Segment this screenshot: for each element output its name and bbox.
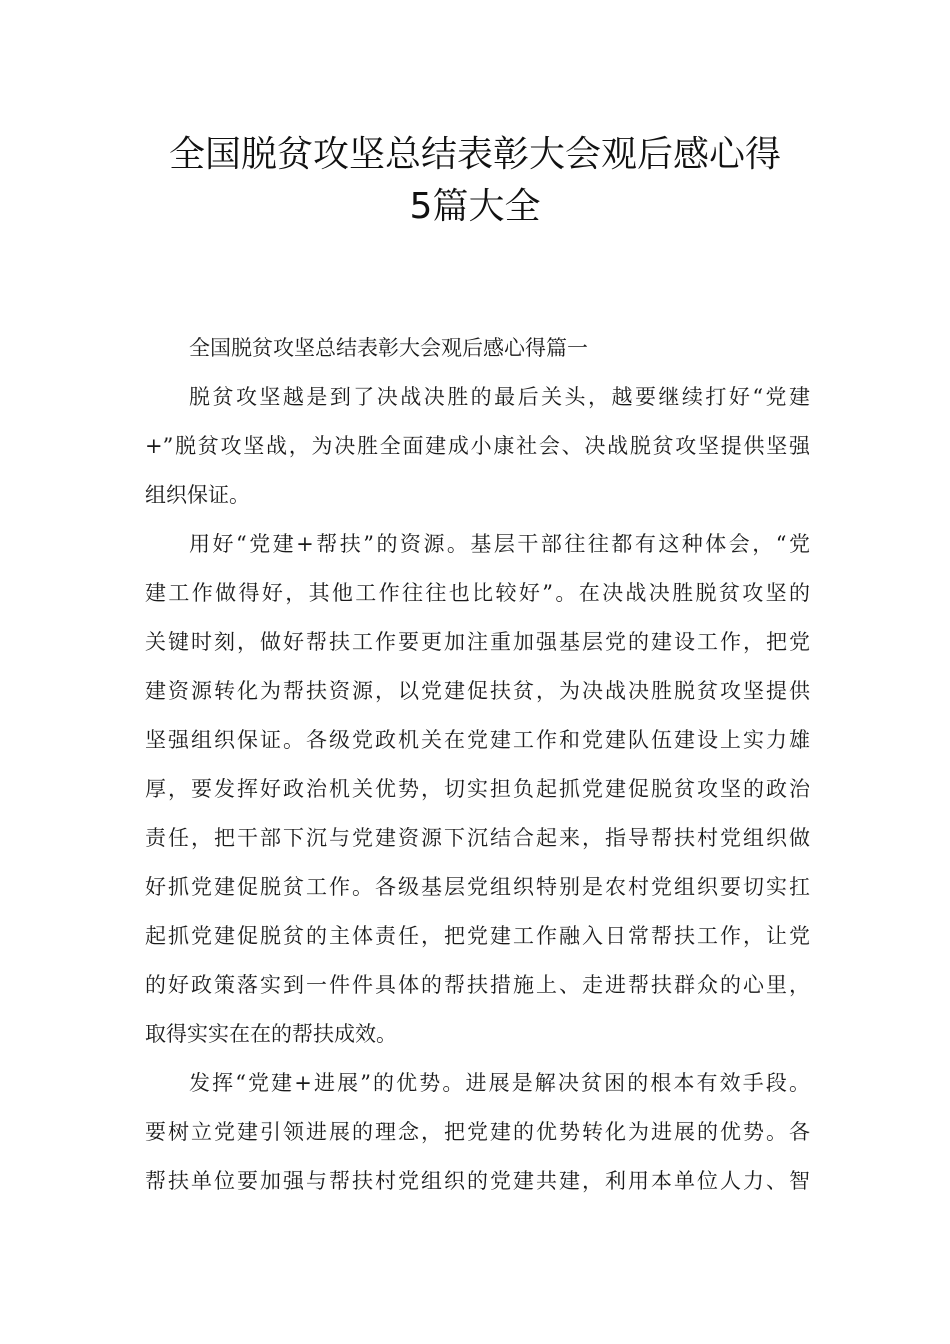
paragraph-line: 发挥“党建+进展”的优势。进展是解决贫困的根本有效手段。: [189, 1071, 810, 1095]
paragraph-line: 责任，把干部下沉与党建资源下沉结合起来，指导帮扶村党组织做: [145, 826, 810, 850]
paragraph-line: 起抓党建促脱贫的主体责任，把党建工作融入日常帮扶工作，让党: [145, 924, 810, 948]
paragraph-line: 帮扶单位要加强与帮扶村党组织的党建共建，利用本单位人力、智: [145, 1169, 810, 1193]
document-title-line-1: 全国脱贫攻坚总结表彰大会观后感心得: [168, 134, 781, 175]
paragraph-3: [145, 1059, 810, 1206]
paragraph-line: 关键时刻，做好帮扶工作要更加注重加强基层党的建设工作，把党: [145, 630, 810, 654]
document-title-line-2: 5篇大全: [409, 186, 541, 227]
paragraph-line: +”脱贫攻坚战，为决胜全面建成小康社会、决战脱贫攻坚提供坚强: [145, 434, 810, 458]
paragraph-line: 厚，要发挥好政治机关优势，切实担负起抓党建促脱贫攻坚的政治: [145, 777, 810, 801]
paragraph-line: 好抓党建促脱贫工作。各级基层党组织特别是农村党组织要切实扛: [145, 875, 810, 899]
paragraph-line: 坚强组织保证。各级党政机关在党建工作和党建队伍建设上实力雄: [145, 728, 810, 752]
section-subheading: 全国脱贫攻坚总结表彰大会观后感心得篇一: [189, 336, 588, 360]
paragraph-line: 建资源转化为帮扶资源，以党建促扶贫，为决战决胜脱贫攻坚提供: [145, 679, 810, 703]
paragraph-line: 用好“党建+帮扶”的资源。基层干部往往都有这种体会，“党: [189, 532, 810, 556]
paragraph-line: 的好政策落实到一件件具体的帮扶措施上、走进帮扶群众的心里，: [145, 973, 810, 997]
paragraph-line: 脱贫攻坚越是到了决战决胜的最后关头，越要继续打好“党建: [189, 385, 810, 409]
paragraph-line: 取得实实在在的帮扶成效。: [145, 1022, 397, 1046]
paragraph-1: [145, 373, 810, 520]
document-body: [145, 324, 810, 1206]
paragraph-line: 建工作做得好，其他工作往往也比较好”。在决战决胜脱贫攻坚的: [145, 581, 810, 605]
paragraph-line: 组织保证。: [145, 483, 250, 507]
paragraph-2: [145, 520, 810, 1059]
paragraph-line: 要树立党建引领进展的理念，把党建的优势转化为进展的优势。各: [145, 1120, 810, 1144]
